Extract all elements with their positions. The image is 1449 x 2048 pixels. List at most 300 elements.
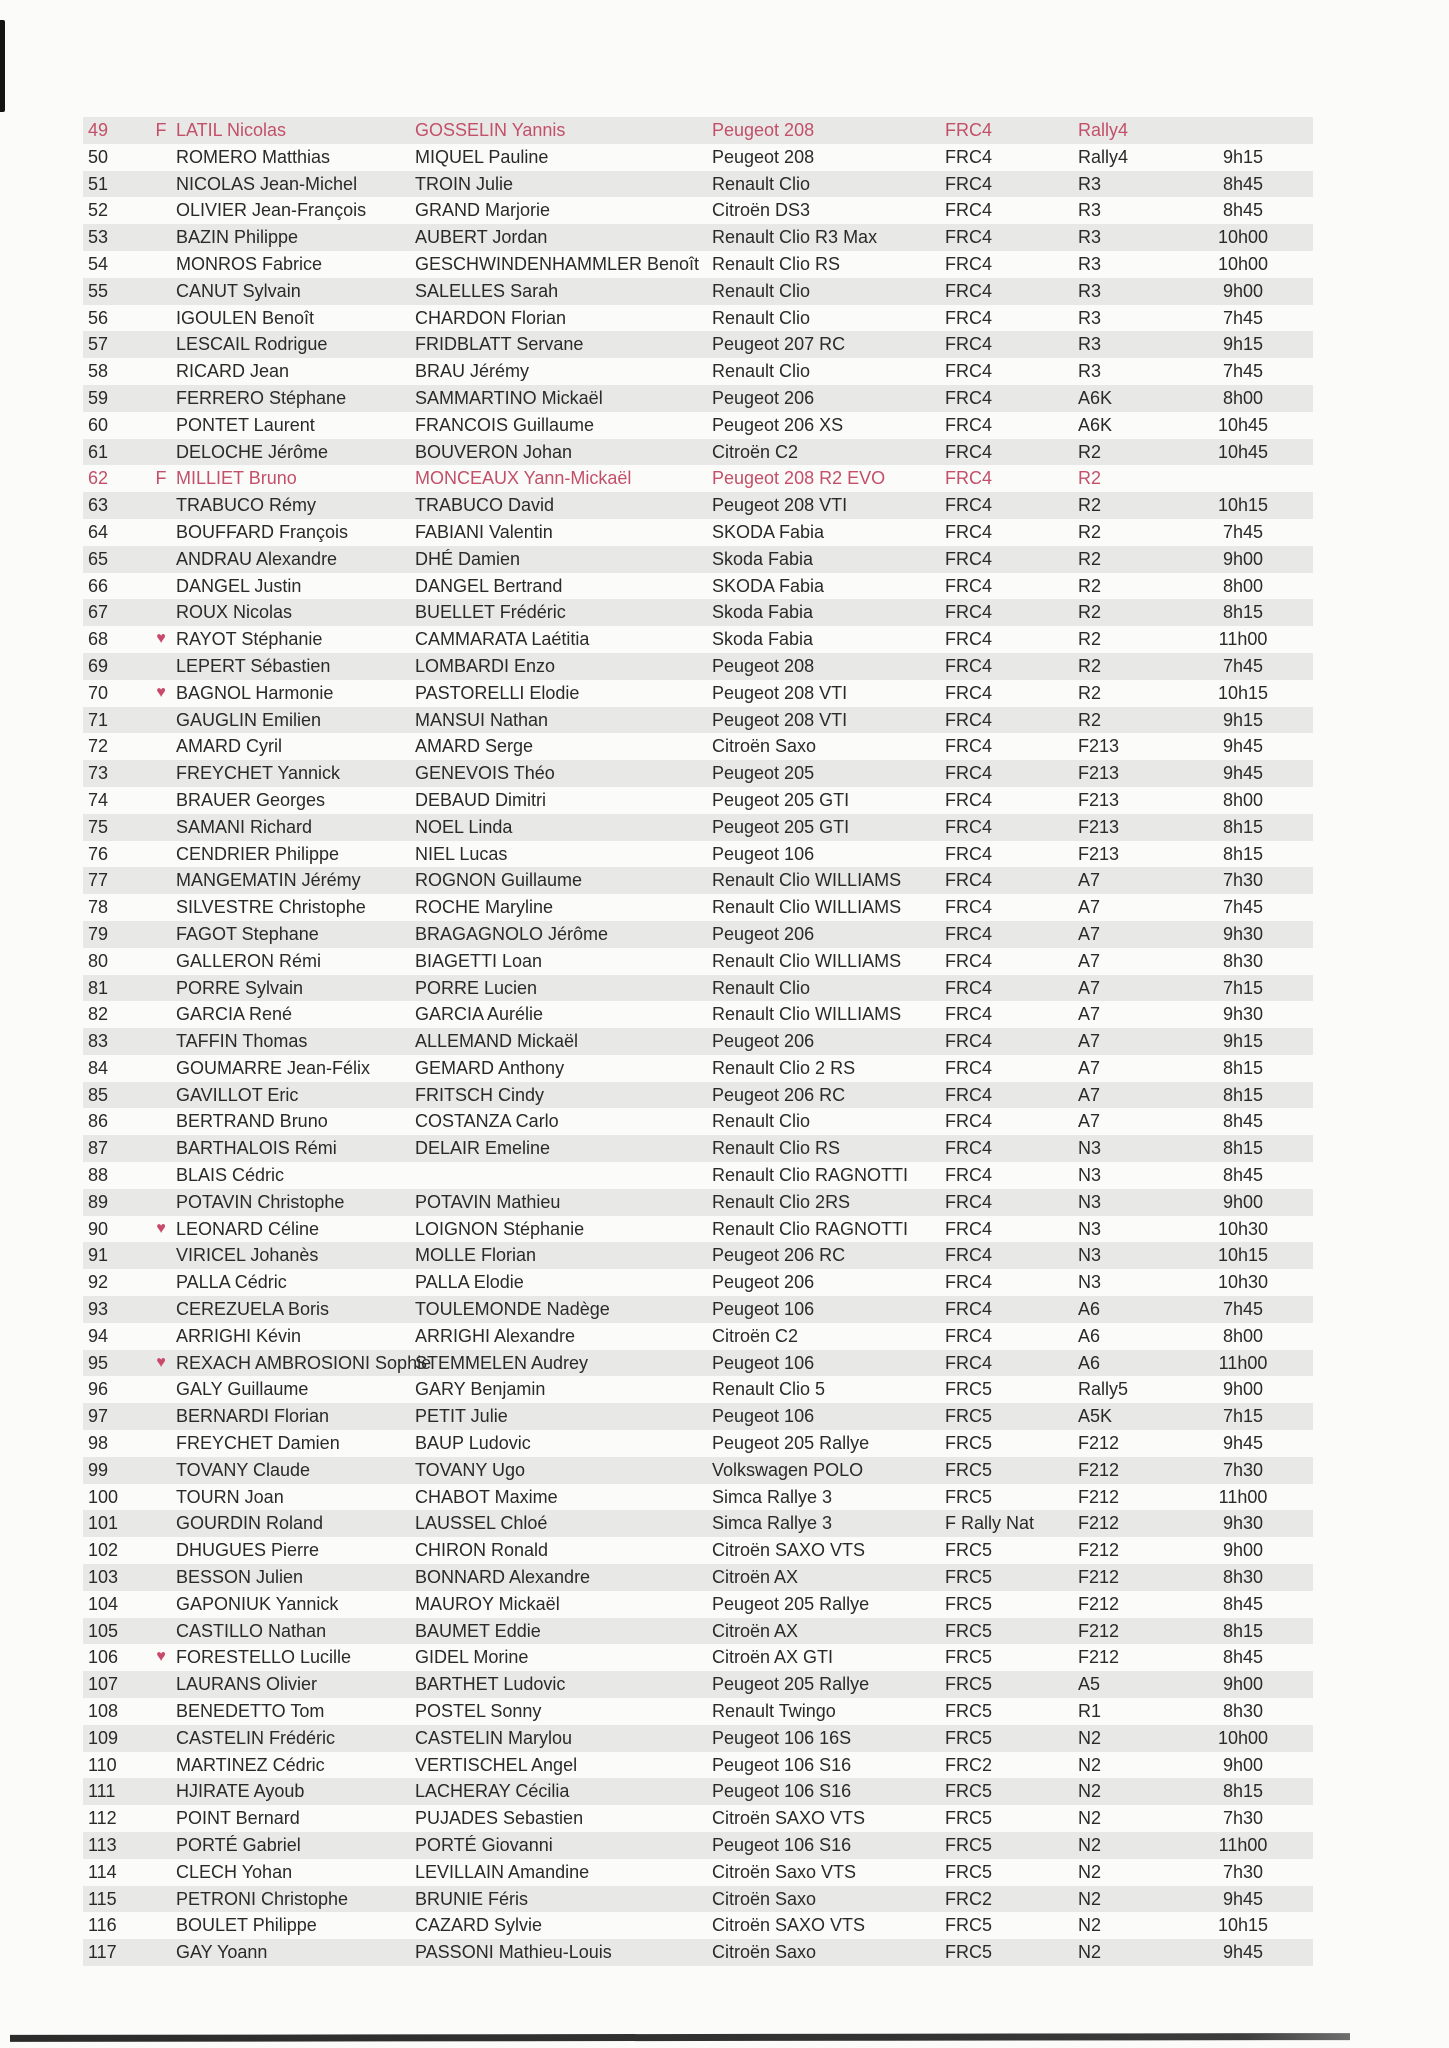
driver-name: DELOCHE Jérôme xyxy=(176,441,329,462)
start-time: 11h00 xyxy=(1218,629,1268,650)
class-label: FRC4 xyxy=(945,1057,993,1078)
driver-name: PETRONI Christophe xyxy=(176,1888,349,1909)
car-model: Renault Clio RAGNOTTI xyxy=(712,1218,909,1239)
group-label: A7 xyxy=(1078,1031,1101,1052)
start-time: 7h45 xyxy=(1222,897,1264,918)
driver-name: FREYCHET Damien xyxy=(176,1433,340,1454)
table-row xyxy=(83,251,1313,278)
start-number: 95 xyxy=(88,1352,109,1373)
table-row xyxy=(83,1832,1313,1859)
heart-icon: ♥ xyxy=(156,1219,166,1237)
group-label: R3 xyxy=(1078,253,1102,274)
car-model: Citroën SAXO VTS xyxy=(712,1540,866,1561)
car-model: Citroën Saxo xyxy=(712,1942,817,1963)
codriver-name: BUELLET Frédéric xyxy=(415,602,566,623)
start-number: 70 xyxy=(88,682,109,703)
marker xyxy=(147,1484,175,1511)
table-row xyxy=(83,1510,1313,1537)
start-time: 8h00 xyxy=(1222,387,1264,408)
driver-name: NICOLAS Jean-Michel xyxy=(176,173,358,194)
start-time: 8h15 xyxy=(1222,1084,1264,1105)
marker xyxy=(147,1162,175,1189)
driver-name: GALY Guillaume xyxy=(176,1379,309,1400)
codriver-name: AUBERT Jordan xyxy=(415,227,548,248)
marker xyxy=(147,1912,175,1939)
start-number: 115 xyxy=(88,1888,117,1909)
entry-list-table xyxy=(83,117,1313,1966)
group-label: R3 xyxy=(1078,361,1102,382)
table-row xyxy=(83,573,1313,600)
driver-name: CLECH Yohan xyxy=(176,1861,293,1882)
codriver-name: ROGNON Guillaume xyxy=(415,870,583,891)
class-label: FRC5 xyxy=(945,1808,993,1829)
group-label: R2 xyxy=(1078,709,1102,730)
marker xyxy=(147,546,175,573)
table-row xyxy=(83,841,1313,868)
marker xyxy=(147,412,175,439)
car-model: Peugeot 206 RC xyxy=(712,1245,846,1266)
group-label: N2 xyxy=(1078,1808,1102,1829)
start-time: 9h45 xyxy=(1222,1433,1264,1454)
driver-name: FAGOT Stephane xyxy=(176,923,319,944)
marker xyxy=(147,144,175,171)
start-time: 9h00 xyxy=(1222,1540,1264,1561)
car-model: Renault Clio RS xyxy=(712,1138,841,1159)
table-row xyxy=(83,1162,1313,1189)
codriver-name: DELAIR Emeline xyxy=(415,1138,551,1159)
group-label: Rally4 xyxy=(1078,146,1129,167)
car-model: Peugeot 106 S16 xyxy=(712,1754,852,1775)
class-label: FRC4 xyxy=(945,1245,993,1266)
group-label: F213 xyxy=(1078,816,1120,837)
scan-artifact-bottom-bar xyxy=(10,2033,1350,2042)
start-number: 67 xyxy=(88,602,109,623)
start-number: 114 xyxy=(88,1861,117,1882)
marker xyxy=(147,492,175,519)
table-row xyxy=(83,1028,1313,1055)
class-label: FRC4 xyxy=(945,682,993,703)
start-time: 8h45 xyxy=(1222,200,1264,221)
table-row xyxy=(83,1135,1313,1162)
table-row xyxy=(83,867,1313,894)
group-label: R2 xyxy=(1078,575,1102,596)
marker xyxy=(147,1698,175,1725)
car-model: Renault Clio 2RS xyxy=(712,1191,851,1212)
codriver-name: PUJADES Sebastien xyxy=(415,1808,584,1829)
start-number: 60 xyxy=(88,414,109,435)
codriver-name: SAMMARTINO Mickaël xyxy=(415,387,603,408)
class-label: FRC4 xyxy=(945,789,993,810)
codriver-name: PETIT Julie xyxy=(415,1406,508,1427)
driver-name: MARTINEZ Cédric xyxy=(176,1754,325,1775)
class-label: FRC4 xyxy=(945,629,993,650)
group-label: R2 xyxy=(1078,682,1102,703)
car-model: Renault Clio 2 RS xyxy=(712,1057,856,1078)
car-model: Skoda Fabia xyxy=(712,548,814,569)
start-time: 8h45 xyxy=(1222,1593,1264,1614)
car-model: Peugeot 208 xyxy=(712,146,815,167)
marker xyxy=(147,1323,175,1350)
codriver-name: BAUMET Eddie xyxy=(415,1620,541,1641)
start-time: 10h15 xyxy=(1217,495,1269,516)
marker xyxy=(147,707,175,734)
class-label: FRC4 xyxy=(945,736,993,757)
class-label: FRC5 xyxy=(945,1486,993,1507)
car-model: Peugeot 106 16S xyxy=(712,1727,852,1748)
table-row xyxy=(83,1323,1313,1350)
class-label: FRC5 xyxy=(945,1593,993,1614)
codriver-name: TRABUCO David xyxy=(415,495,555,516)
table-row xyxy=(83,385,1313,412)
table-row xyxy=(83,1537,1313,1564)
table-row xyxy=(83,653,1313,680)
car-model: Citroën C2 xyxy=(712,441,799,462)
car-model: Peugeot 106 xyxy=(712,1299,815,1320)
codriver-name: BRAGAGNOLO Jérôme xyxy=(415,923,609,944)
start-time: 7h15 xyxy=(1222,977,1264,998)
group-label: N2 xyxy=(1078,1754,1102,1775)
heart-icon: ♥ xyxy=(156,683,166,701)
start-time: 8h30 xyxy=(1222,950,1264,971)
car-model: Renault Clio xyxy=(712,307,811,328)
start-time: 7h45 xyxy=(1222,521,1264,542)
class-label: FRC4 xyxy=(945,307,993,328)
codriver-name: BIAGETTI Loan xyxy=(415,950,543,971)
start-number: 96 xyxy=(88,1379,109,1400)
marker xyxy=(147,171,175,198)
car-model: Skoda Fabia xyxy=(712,602,814,623)
marker xyxy=(147,1618,175,1645)
start-time: 9h45 xyxy=(1222,763,1264,784)
table-row xyxy=(83,1671,1313,1698)
codriver-name: PASSONI Mathieu-Louis xyxy=(415,1942,612,1963)
class-label: FRC4 xyxy=(945,361,993,382)
class-label: FRC5 xyxy=(945,1915,993,1936)
driver-name: BRAUER Georges xyxy=(176,789,326,810)
heart-icon: ♥ xyxy=(156,1353,166,1371)
car-model: Peugeot 208 VTI xyxy=(712,682,848,703)
marker xyxy=(147,1886,175,1913)
class-label: FRC5 xyxy=(945,1781,993,1802)
driver-name: BAZIN Philippe xyxy=(176,227,299,248)
start-number: 80 xyxy=(88,950,109,971)
start-time: 9h00 xyxy=(1222,280,1264,301)
marker xyxy=(147,519,175,546)
driver-name: MANGEMATIN Jérémy xyxy=(176,870,361,891)
codriver-name: COSTANZA Carlo xyxy=(415,1111,559,1132)
class-label: FRC4 xyxy=(945,843,993,864)
driver-name: BERTRAND Bruno xyxy=(176,1111,328,1132)
start-time: 8h45 xyxy=(1222,1165,1264,1186)
marker: F xyxy=(155,468,167,489)
group-label: N2 xyxy=(1078,1915,1102,1936)
start-number: 61 xyxy=(88,441,109,462)
driver-name: BAGNOL Harmonie xyxy=(176,682,334,703)
start-number: 103 xyxy=(88,1567,119,1588)
class-label: FRC4 xyxy=(945,1299,993,1320)
start-time: 7h30 xyxy=(1222,1459,1264,1480)
start-time: 9h00 xyxy=(1222,548,1264,569)
marker xyxy=(147,331,175,358)
driver-name: HJIRATE Ayoub xyxy=(176,1781,305,1802)
marker xyxy=(147,841,175,868)
group-label: R2 xyxy=(1078,521,1102,542)
group-label: R2 xyxy=(1078,441,1102,462)
car-model: Simca Rallye 3 xyxy=(712,1486,833,1507)
car-model: Renault Clio xyxy=(712,280,811,301)
driver-name: BENEDETTO Tom xyxy=(176,1701,325,1722)
group-label: F212 xyxy=(1078,1433,1120,1454)
car-model: Renault Clio R3 Max xyxy=(712,227,878,248)
group-label: A7 xyxy=(1078,870,1101,891)
codriver-name: GENEVOIS Théo xyxy=(415,763,555,784)
start-number: 49 xyxy=(88,120,109,140)
table-row xyxy=(83,1350,1313,1377)
start-number: 97 xyxy=(88,1406,109,1427)
marker xyxy=(147,599,175,626)
table-row xyxy=(83,921,1313,948)
group-label: R2 xyxy=(1078,629,1102,650)
start-number: 110 xyxy=(88,1754,117,1775)
start-time: 9h15 xyxy=(1222,146,1264,167)
driver-name: ROMERO Matthias xyxy=(176,146,331,167)
start-time: 8h15 xyxy=(1222,816,1264,837)
group-label: A7 xyxy=(1078,1004,1101,1025)
marker xyxy=(147,305,175,332)
class-label: FRC4 xyxy=(945,253,993,274)
codriver-name: PALLA Elodie xyxy=(415,1272,524,1293)
codriver-name: DHÉ Damien xyxy=(415,548,521,569)
marker xyxy=(147,1135,175,1162)
codriver-name: CAMMARATA Laétitia xyxy=(415,629,590,650)
group-label: N2 xyxy=(1078,1781,1102,1802)
table-row xyxy=(83,1778,1313,1805)
group-label: A7 xyxy=(1078,897,1101,918)
driver-name: SILVESTRE Christophe xyxy=(176,897,366,918)
codriver-name: GOSSELIN Yannis xyxy=(415,120,566,140)
start-time: 8h30 xyxy=(1222,1567,1264,1588)
car-model: Peugeot 106 S16 xyxy=(712,1835,852,1855)
table-row xyxy=(83,1591,1313,1618)
class-label: FRC5 xyxy=(945,1701,993,1722)
heart-icon: ♥ xyxy=(156,630,166,648)
class-label: FRC4 xyxy=(945,575,993,596)
start-number: 74 xyxy=(88,789,109,810)
marker: F xyxy=(155,120,167,140)
start-number: 84 xyxy=(88,1057,109,1078)
driver-name: TOVANY Claude xyxy=(176,1459,311,1480)
start-number: 85 xyxy=(88,1084,109,1105)
start-number: 73 xyxy=(88,763,109,784)
car-model: SKODA Fabia xyxy=(712,521,825,542)
class-label: FRC4 xyxy=(945,1218,993,1239)
codriver-name: CHIRON Ronald xyxy=(415,1540,549,1561)
driver-name: PORTÉ Gabriel xyxy=(176,1835,301,1855)
start-time: 10h45 xyxy=(1217,414,1269,435)
table-row xyxy=(83,1939,1313,1966)
codriver-name: GEMARD Anthony xyxy=(415,1057,565,1078)
car-model: Peugeot 206 xyxy=(712,1272,815,1293)
group-label: R2 xyxy=(1078,548,1102,569)
group-label: R3 xyxy=(1078,200,1102,221)
start-number: 54 xyxy=(88,253,109,274)
start-number: 109 xyxy=(88,1727,119,1748)
driver-name: BESSON Julien xyxy=(176,1567,304,1588)
car-model: Citroën Saxo xyxy=(712,1888,817,1909)
table-row xyxy=(83,1805,1313,1832)
marker xyxy=(147,1591,175,1618)
codriver-name: LOIGNON Stéphanie xyxy=(415,1218,585,1239)
start-number: 52 xyxy=(88,200,109,221)
table-row xyxy=(83,814,1313,841)
marker xyxy=(147,733,175,760)
start-time: 8h15 xyxy=(1222,1781,1264,1802)
driver-name: DANGEL Justin xyxy=(176,575,302,596)
start-number: 108 xyxy=(88,1701,119,1722)
codriver-name: FABIANI Valentin xyxy=(415,521,553,542)
group-label: F212 xyxy=(1078,1567,1120,1588)
codriver-name xyxy=(415,1162,710,1189)
table-row xyxy=(83,358,1313,385)
start-number: 66 xyxy=(88,575,109,596)
group-label: N3 xyxy=(1078,1165,1102,1186)
codriver-name: LEVILLAIN Amandine xyxy=(415,1861,590,1882)
start-time: 8h45 xyxy=(1222,1111,1264,1132)
driver-name: CEREZUELA Boris xyxy=(176,1299,330,1320)
start-number: 75 xyxy=(88,816,109,837)
class-label: FRC4 xyxy=(945,602,993,623)
table-row xyxy=(83,412,1313,439)
table-row xyxy=(83,1108,1313,1135)
codriver-name: BARTHET Ludovic xyxy=(415,1674,566,1695)
class-label: FRC4 xyxy=(945,521,993,542)
start-number: 101 xyxy=(88,1513,119,1534)
start-time: 10h15 xyxy=(1217,1245,1269,1266)
start-number: 64 xyxy=(88,521,109,542)
codriver-name: BAUP Ludovic xyxy=(415,1433,531,1454)
table-row xyxy=(83,707,1313,734)
marker xyxy=(147,653,175,680)
start-time: 9h45 xyxy=(1222,736,1264,757)
class-label: FRC4 xyxy=(945,200,993,221)
start-time: 8h15 xyxy=(1222,602,1264,623)
start-time: 7h30 xyxy=(1222,1808,1264,1829)
start-number: 53 xyxy=(88,227,109,248)
driver-name: GAUGLIN Emilien xyxy=(176,709,322,730)
group-label: N2 xyxy=(1078,1727,1102,1748)
table-row xyxy=(83,599,1313,626)
car-model: Renault Clio xyxy=(712,1111,811,1132)
group-label: R3 xyxy=(1078,227,1102,248)
class-label: FRC5 xyxy=(945,1620,993,1641)
car-model: Renault Clio xyxy=(712,361,811,382)
start-number: 50 xyxy=(88,146,109,167)
table-row xyxy=(83,117,1313,144)
group-label: A6 xyxy=(1078,1299,1101,1320)
car-model: Peugeot 205 Rallye xyxy=(712,1674,870,1695)
start-time: 9h45 xyxy=(1222,1888,1264,1909)
codriver-name: NIEL Lucas xyxy=(415,843,508,864)
marker xyxy=(147,1430,175,1457)
start-time: 10h00 xyxy=(1217,253,1269,274)
start-number: 107 xyxy=(88,1674,119,1695)
class-label: FRC4 xyxy=(945,387,993,408)
driver-name: GALLERON Rémi xyxy=(176,950,322,971)
start-time: 7h30 xyxy=(1222,870,1264,891)
class-label: FRC4 xyxy=(945,120,993,140)
driver-name: TRABUCO Rémy xyxy=(176,495,317,516)
driver-name: ANDRAU Alexandre xyxy=(176,548,338,569)
car-model: Peugeot 208 xyxy=(712,120,815,140)
car-model: Citroën SAXO VTS xyxy=(712,1915,866,1936)
start-number: 100 xyxy=(88,1486,119,1507)
marker xyxy=(147,1055,175,1082)
class-label: FRC5 xyxy=(945,1674,993,1695)
table-row xyxy=(83,171,1313,198)
driver-name: POINT Bernard xyxy=(176,1808,300,1829)
marker xyxy=(147,385,175,412)
start-number: 88 xyxy=(88,1165,109,1186)
table-row xyxy=(83,1484,1313,1511)
driver-name: BOULET Philippe xyxy=(176,1915,317,1936)
group-label: N3 xyxy=(1078,1272,1102,1293)
table-row xyxy=(83,1564,1313,1591)
codriver-name: MOLLE Florian xyxy=(415,1245,537,1266)
class-label: FRC4 xyxy=(945,763,993,784)
marker xyxy=(147,948,175,975)
codriver-name: BONNARD Alexandre xyxy=(415,1567,591,1588)
driver-name: PORRE Sylvain xyxy=(176,977,304,998)
table-row xyxy=(83,626,1313,653)
driver-name: MILLIET Bruno xyxy=(176,468,297,489)
driver-name: POTAVIN Christophe xyxy=(176,1191,345,1212)
group-label: N2 xyxy=(1078,1888,1102,1909)
car-model: Peugeot 106 xyxy=(712,1352,815,1373)
start-number: 65 xyxy=(88,548,109,569)
car-model: Citroën AX GTI xyxy=(712,1647,834,1668)
start-number: 91 xyxy=(88,1245,109,1266)
car-model: Renault Clio WILLIAMS xyxy=(712,897,902,918)
class-label: F Rally Nat xyxy=(945,1513,1035,1534)
group-label: R2 xyxy=(1078,655,1102,676)
car-model: Peugeot 106 S16 xyxy=(712,1781,852,1802)
driver-name: BLAIS Cédric xyxy=(176,1165,285,1186)
marker xyxy=(147,1537,175,1564)
codriver-name: DANGEL Bertrand xyxy=(415,575,563,596)
marker xyxy=(147,197,175,224)
marker xyxy=(147,1296,175,1323)
driver-name: GARCIA René xyxy=(176,1004,293,1025)
table-row xyxy=(83,1859,1313,1886)
start-number: 93 xyxy=(88,1299,109,1320)
driver-name: FORESTELLO Lucille xyxy=(176,1647,352,1668)
class-label: FRC4 xyxy=(945,414,993,435)
class-label: FRC4 xyxy=(945,923,993,944)
class-label: FRC4 xyxy=(945,495,993,516)
start-time: 10h30 xyxy=(1217,1272,1269,1293)
table-row xyxy=(83,1189,1313,1216)
start-number: 68 xyxy=(88,629,109,650)
start-time: 8h15 xyxy=(1222,1057,1264,1078)
car-model: Citroën SAXO VTS xyxy=(712,1808,866,1829)
start-time: 8h15 xyxy=(1222,1620,1264,1641)
table-row xyxy=(83,465,1313,492)
car-model: Peugeot 205 Rallye xyxy=(712,1593,870,1614)
start-number: 82 xyxy=(88,1004,109,1025)
class-label: FRC5 xyxy=(945,1540,993,1561)
start-number: 112 xyxy=(88,1808,117,1829)
start-number: 72 xyxy=(88,736,109,757)
